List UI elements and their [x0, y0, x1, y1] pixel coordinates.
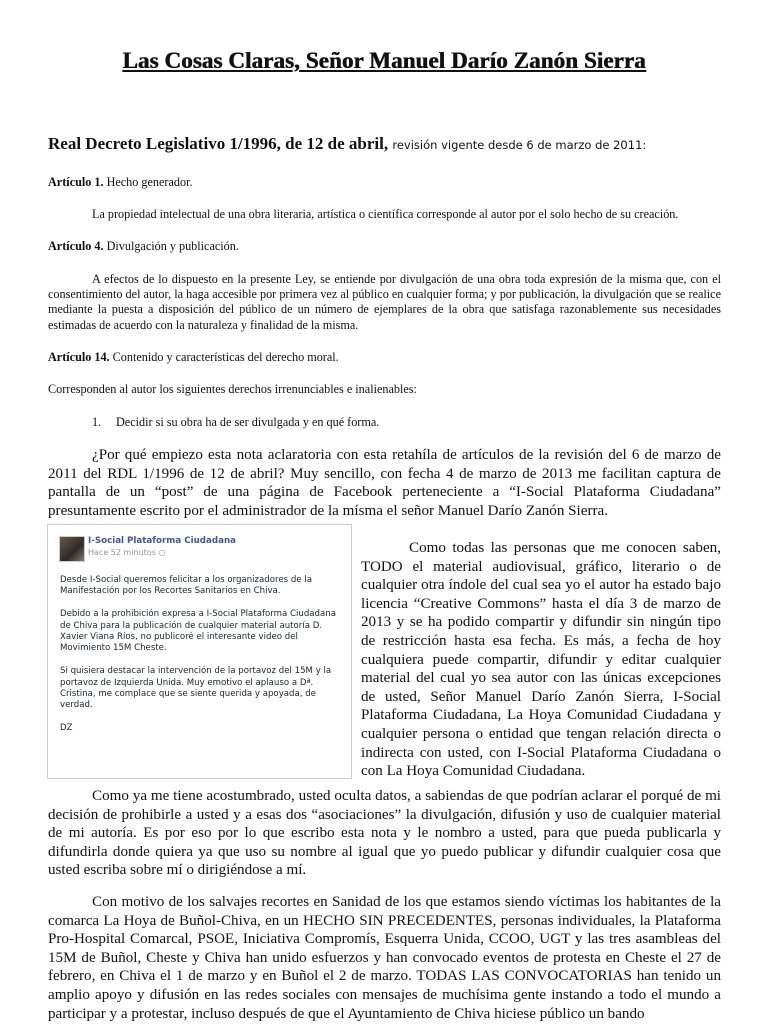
list-number: 1. — [92, 415, 102, 429]
facebook-post-screenshot — [47, 524, 352, 779]
paragraph-license: Como todas las personas que me conocen saben, TODO el material audiovisual, gráfico, literario o de cualquier otra índole del cual sea yo el autor ha estado bajo licencia “Creative Commons” hasta el día 3 de marzo de 2013 y se ha podido compartir y difundir sin ningún tipo de restricción hasta esa fecha. Es más, a fecha de hoy cualquiera puede compartir, difundir y editar cualquier material del cual yo sea autor con las únicas excepciones de usted, Señor Manuel Darío Zanón Sierra, I-Social Plataforma Ciudadana, La Hoya Comunidad Ciudadana y cualquier persona o entidad que tengan relación directa o indirecta con usted, con I-Social Plataforma Ciudadana o con La Hoya Comunidad Ciudadana. — [361, 540, 721, 780]
article-14-heading — [48, 350, 339, 365]
law-heading — [48, 134, 646, 154]
paragraph-reason: Como ya me tiene acostumbrado, usted oculta datos, a sabiendas de que podrían aclarar el porqué de mi decisión de prohibirle a usted y a esas dos “asociaciones” la divulgación, difusión y uso de cualquier material de mi autoría. Es por eso por lo que escribo esta nota y le nombro a usted, para que pueda publicarla y difundirla donde quiera ya que uso su nombre al igual que yo puedo publicar y difundir cualquier cosa que usted escriba sobre mí o dirigiéndose a mí. — [48, 788, 721, 879]
document-title: Las Cosas Claras, Señor Manuel Darío Zanón Sierra — [122, 48, 646, 73]
article-1-text: La propiedad intelectual de una obra literaria, artística o científica corresponde al autor por el solo hecho de su creación. — [92, 207, 679, 221]
article-heading: Hecho generador. — [106, 175, 193, 189]
law-title: Real Decreto Legislativo 1/1996, de 12 de abril, — [48, 134, 389, 153]
facebook-post-body — [60, 575, 342, 746]
article-4-heading — [48, 239, 239, 254]
post-time-text: Hace 52 minutos — [88, 548, 156, 557]
post-signature: DZ — [60, 723, 73, 734]
article-label: Artículo 1. — [48, 175, 104, 189]
post-paragraph: Desde I-Social queremos felicitar a los organizadores de la Manifestación por los Recortes Sanitarios en Chiva. — [60, 575, 312, 597]
facebook-page-name: I-Social Plataforma Ciudadana — [88, 536, 236, 546]
article-heading: Divulgación y publicación. — [106, 239, 239, 253]
paragraph-intro: ¿Por qué empiezo esta nota aclaratoria con esta retahíla de artículos de la revisión del 6 de marzo de 2011 del RDL 1/1996 de 12 de abril? Muy sencillo, con fecha 4 de marzo de 2013 me facilitan captura de pantalla de un “post” de una página de Facebook perteneciente a “I-Social Plataforma Ciudadana” presuntamente escrito por el administrador de la mísma el señor Manuel Darío Zanón Sierra. — [48, 447, 721, 519]
post-time — [88, 548, 165, 557]
article-14-intro: Corresponden al autor los siguientes derechos irrenunciables e inalienables: — [48, 382, 417, 396]
list-item-text: Decidir si su obra ha de ser divulgada y en qué forma. — [116, 415, 380, 429]
post-paragraph: Si quisiera destacar la intervención de la portavoz del 15M y la portavoz de Izquierda Unida. Muy emotivo el aplauso a Dª. Cristina, me complace que se siente querida y apoyada, de verdad. — [60, 666, 332, 711]
article-4-text: A efectos de lo dispuesto en la presente Ley, se entiende por divulgación de una obra toda expresión de la misma que, con el consentimiento del autor, la haga accesible por primera vez al público en cualquier forma; y por publicación, la divulgación que se realice mediante la puesta a disposición del público de un número de ejemplares de la obra que satisfaga razonablemente sus necesidades estimadas de acuerdo con la naturaleza y finalidad de la misma. — [48, 272, 721, 332]
paragraph-protests: Con motivo de los salvajes recortes en Sanidad de los que estamos siendo víctimas los habitantes de la comarca La Hoya de Buñol-Chiva, en un HECHO SIN PRECEDENTES, personas individuales, la Plataforma Pro-Hospital Comarcal, PSOE, Iniciativa Compromís, Esquerra Unida, CCOO, UGT y las tres asambleas del 15M de Buñol, Cheste y Chiva han unido esfuerzos y han convocado eventos de protesta en Cheste el 27 de febrero, en Chiva el 1 de marzo y en Buñol el 2 de marzo. TODAS LAS CONVOCATORIAS han tenido un amplio apoyo y difusión en las redes sociales con mensajes de muchísima gente instando a todo el mundo a participar y a protestar, incluso después de que el Ayuntamiento de Chiva hiciese público un bando — [48, 894, 721, 1022]
article-heading: Contenido y características del derecho moral. — [112, 350, 339, 364]
avatar — [59, 536, 85, 562]
article-1-heading — [48, 175, 193, 190]
law-revision: revisión vigente desde 6 de marzo de 2011: — [392, 138, 647, 152]
post-paragraph: Debido a la prohibición expresa a I-Social Plataforma Ciudadana de Chiva para la publicación de cualquier material autoría D. Xavier Viana Ríos, no publicoré el interesante video del Movimiento 15M Cheste. — [60, 609, 336, 654]
article-14-list-item — [92, 415, 379, 430]
globe-icon: ○ — [158, 548, 166, 557]
article-label: Artículo 14. — [48, 350, 110, 364]
article-label: Artículo 4. — [48, 239, 104, 253]
